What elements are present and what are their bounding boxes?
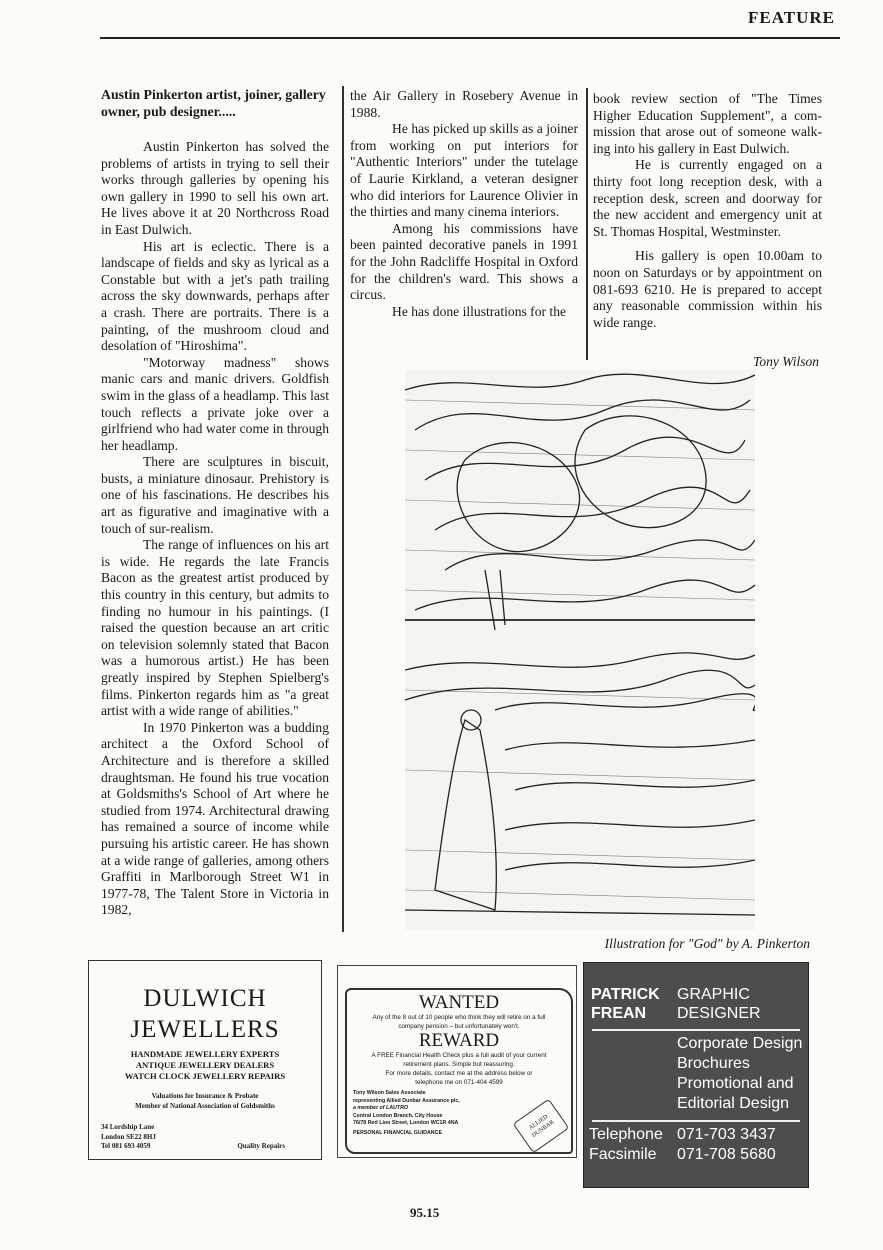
ad-service: ANTIQUE JEWELLERY DEALERS bbox=[135, 1060, 275, 1070]
paragraph: His gallery is open 10.00am to noon on Saturdays or by appointment on 081-693 6210. He is prepared to accept any reasonable commission within his wide range. bbox=[593, 248, 822, 330]
paragraph: The range of influences on his art is wide. He regards the late Francis Bacon as the greatest artist produced by this country in this century, but admits to finding no humour in his paintings. (I raised the question because an art critic on television solemnly stated that Bacon was a humorous artist.) He has been greatly inspired by Stephen Spielberg's films. Pinkerton regards him as "a great artist with a wide range of abilities." bbox=[101, 537, 329, 719]
column-divider bbox=[342, 86, 344, 932]
ad-name-1: PATRICK bbox=[591, 986, 660, 1003]
ad-line: PERSONAL FINANCIAL GUIDANCE bbox=[353, 1129, 442, 1136]
ad-quality: Quality Repairs bbox=[237, 1142, 285, 1150]
ad-line: a member of LAUTRO bbox=[353, 1105, 409, 1112]
article-column-2 bbox=[350, 88, 578, 320]
ad-member: Member of National Association of Goldsmiths bbox=[135, 1101, 275, 1110]
ad-service: HANDMADE JEWELLERY EXPERTS bbox=[130, 1049, 280, 1059]
ad-name-line-1: DULWICH bbox=[143, 985, 267, 1012]
ad-address-2: London SE22 8HJ bbox=[101, 1132, 156, 1141]
paragraph: He is currently engaged on a thirty foot long reception desk, with a reception desk, screen and doorway for the new accident and emergency unit at St. Thomas Hospital, Westminster. bbox=[593, 157, 822, 239]
ad-fax-label: Facsimile bbox=[589, 1146, 657, 1163]
ad-tel bbox=[101, 1142, 321, 1152]
ad-wanted-reward bbox=[337, 965, 577, 1158]
header-rule bbox=[100, 37, 840, 39]
paragraph: He has picked up skills as a joiner from working on put interiors for "Authentic Interiors" under the tutelage of Laurie Kirkland, a veteran designer who did interiors for Laurence Olivier in the thirties and many cinema interiors. bbox=[350, 121, 578, 220]
ad-line: representing Allied Dunbar Assurance plc, bbox=[353, 1097, 460, 1104]
paragraph: Among his commissions have been painted decorative panels in 1991 for the John Radcliffe Hospital in Oxford for the children's ward. This shows a circus. bbox=[350, 220, 578, 303]
article-column-1 bbox=[101, 86, 329, 919]
ad-role-1: GRAPHIC bbox=[677, 986, 750, 1003]
ad-service: Editorial Design bbox=[677, 1095, 790, 1112]
paragraph: There are sculptures in biscuit, busts, a miniature dinosaur. Prehistory is one of his fascinations. He describes his art as figurative and imaginative with a touch of sur-realism. bbox=[101, 454, 329, 536]
ad-service: Brochures bbox=[677, 1055, 750, 1072]
ad-tel-label: Telephone bbox=[589, 1126, 663, 1143]
ad-service: Corporate Design bbox=[677, 1035, 803, 1052]
ad-tel-text: Tel 081 693 4059 bbox=[101, 1142, 151, 1150]
page-number: 95.15 bbox=[410, 1205, 440, 1220]
byline: Tony Wilson bbox=[753, 354, 819, 369]
ad-line: Tony Wilson Sales Associate bbox=[353, 1090, 426, 1096]
column-divider bbox=[586, 88, 588, 360]
ad-address-1: 34 Lordship Lane bbox=[101, 1123, 155, 1131]
ad-patrick-frean bbox=[583, 962, 809, 1188]
paragraph: the Air Gallery in Rosebery Avenue in 1988. bbox=[350, 88, 578, 120]
ad-heading-wanted: WANTED bbox=[418, 992, 500, 1013]
section-label: FEATURE bbox=[748, 8, 835, 27]
ad-line: Central London Branch, City House bbox=[353, 1112, 443, 1119]
ad-dulwich-jewellers bbox=[88, 960, 322, 1160]
ad-line: 76/78 Red Lion Street, London WC1R 4NA bbox=[353, 1120, 459, 1127]
ad-name-line-2: JEWELLERS bbox=[130, 1016, 280, 1043]
article-column-3 bbox=[593, 91, 822, 331]
article-title: Austin Pinkerton artist, joiner, gallery owner, pub designer..... bbox=[101, 87, 326, 119]
ad-fax: 071-708 5680 bbox=[677, 1146, 776, 1163]
paragraph: His art is eclectic. There is a landscape of fields and sky as lyrical as a Constable but with a jet's path trailing across the sky downwards, perhaps after a crash. There are portraits. There is a painting, of the mushroom cloud and desolation of "Hiroshima". bbox=[101, 238, 329, 354]
paragraph: "Motorway madness" shows manic cars and manic drivers. Goldfish swim in the glass of a headlamp. This last touch reflects a private joke over a girlfriend who had water come in through her headlamp. bbox=[101, 354, 329, 453]
paragraph: book review section of "The Times Higher Education Supplement", a commission that arose out of someone walking into his gallery in East Dulwich. bbox=[593, 91, 822, 156]
ad-tel: 071-703 3437 bbox=[677, 1126, 776, 1143]
ad-text: A FREE Financial Health Check plus a full audit of your current retirement plans. Simple but reassuring. bbox=[371, 1052, 547, 1068]
paragraph: He has done illustrations for the bbox=[392, 303, 567, 319]
ad-scroll-frame bbox=[345, 988, 573, 1154]
ad-valuations: Valuations for Insurance & Probate bbox=[151, 1092, 259, 1100]
illustration-caption: Illustration for "God" by A. Pinkerton bbox=[604, 936, 810, 951]
ad-text: For more details, contact me at the address below or telephone me on 071-404 4599 bbox=[385, 1070, 533, 1086]
illustration-god bbox=[405, 370, 755, 930]
ad-text: Any of the 8 out of 10 people who think they will retire on a full company pension – but unfortunately won't. bbox=[372, 1014, 546, 1030]
ad-name-2: FREAN bbox=[591, 1005, 647, 1022]
ad-service: WATCH CLOCK JEWELLERY REPAIRS bbox=[124, 1071, 286, 1081]
paragraph: Austin Pinkerton has solved the problems of artists in trying to sell their works through galleries by opening his own gallery in 1990 to sell his own art. He lives above it at 20 Northcross Road in East Dulwich. bbox=[101, 139, 329, 237]
paragraph: In 1970 Pinkerton was a budding architect a the Oxford School of Architecture and is therefore a skilled draughtsman. He found his true vocation at Goldsmiths's School of Art where he studied from 1974. Architectural drawing has remained a source of income while pursuing his artistic career. He has shown at a wide range of galleries, among others Graffiti in Marlborough Street W1 in 1977-78, The Talent Store in Victoria in 1982, bbox=[101, 719, 329, 918]
ad-service: Promotional and bbox=[677, 1075, 794, 1092]
ad-heading-reward: REWARD bbox=[418, 1030, 500, 1051]
allied-dunbar-logo: ALLIED DUNBAR bbox=[513, 1099, 570, 1154]
ad-role-2: DESIGNER bbox=[677, 1005, 761, 1022]
